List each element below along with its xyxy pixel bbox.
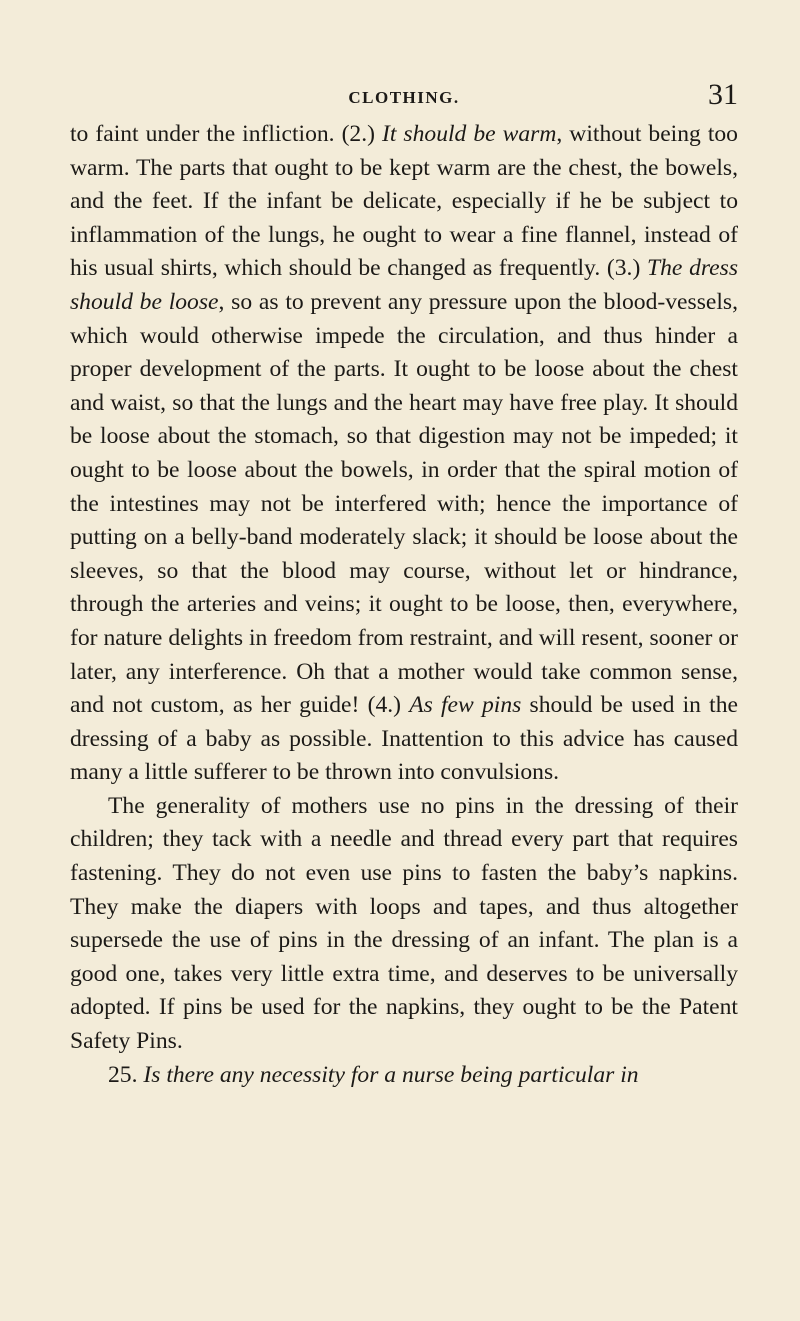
paragraph-pins: The generality of mothers use no pins in the dressing of their children; they tack with a needle and thread every part that requires fastening. They do not even use pins to fasten the baby’s napkins. They make the diapers with loops and tapes, and thus altogether supersede the use of pins in the dressing of an infant. The plan is a good one, takes very little extra time, and deserves to be universally adopted. If pins be used for the napkins, they ought to be the Patent Safety Pins. [70,792,738,1055]
text-run: , without being too warm. The parts that ought to be kept warm are the chest, the bowels, and the feet. If the infant be delicate, especially if he be subject to inflammation of the lungs, he ought to wear a fine flannel, instead of his usual shirts, which should be changed as frequently. (3.) [70,121,738,282]
emphasis-few-pins: As few pins [409,692,522,719]
emphasis-loose: The dress should be loose [70,255,739,315]
running-head [70,78,738,114]
emphasis-warm: It should be warm [382,121,557,147]
question-text: Is there any necessity for a nurse being particular in [143,1061,639,1088]
page-number: 31 [708,78,738,111]
paragraph-continuation [70,118,738,790]
text-run: to faint under the infliction. (2.) [70,121,382,147]
question-number: 25. [108,1061,144,1088]
text-run: , so as to prevent any pressure upon the blood-vessels, which would otherwise impede the circulation, and thus hinder a proper development of the parts. It ought to be loose about the chest and waist, so that the lungs and the heart may have free play. It should be loose about the stomach, so that digestion may not be impeded; it ought to be loose about the bowels, in order that the spiral motion of the intestines may not be interfered with; hence the importance of putting on a belly-band moderately slack; it should be loose about the sleeves, so that the blood may course, without let or hindrance, through the arteries and veins; it ought to be loose, then, everywhere, for nature delights in freedom from restraint, and will resent, sooner or later, any interference. Oh that a mother would take common sense, and not custom, as her guide! (4.) [70,288,738,719]
paragraph-question-25 [70,1059,738,1093]
running-title: CLOTHING. [348,88,460,107]
body-text [70,118,738,1092]
text-run: should be used in the dressing of a baby as possible. Inattention to this advice has caused many a little sufferer to be thrown into convulsions. [70,692,738,786]
